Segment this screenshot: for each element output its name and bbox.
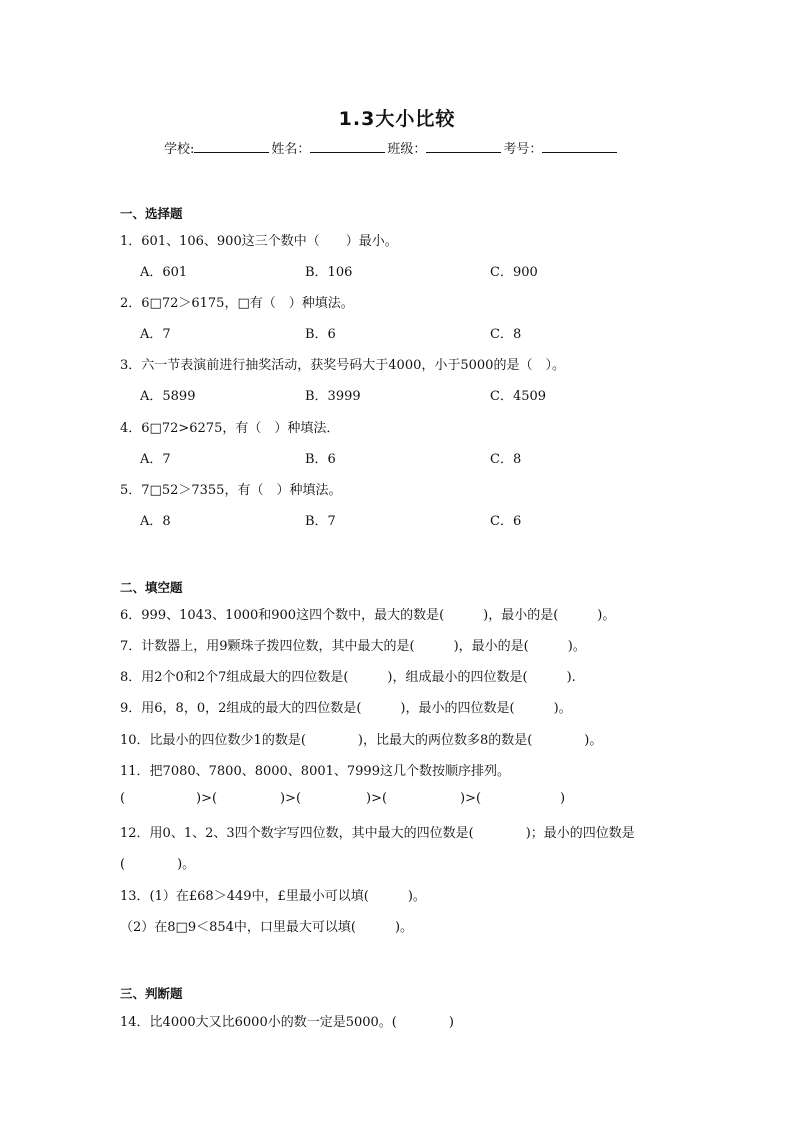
option-b: B．7 — [305, 514, 336, 529]
option-c: C．8 — [490, 327, 522, 342]
student-info-row — [164, 138, 619, 157]
option-b: B．3999 — [305, 389, 361, 404]
question-1: 1．601、106、900这三个数中（ ）最小。 — [120, 234, 398, 249]
section-heading-fill: 二、填空题 — [120, 580, 183, 595]
question-6: 6．999、1043、1000和900这四个数中，最大的数是( )，最小的是( )。 — [120, 608, 616, 623]
order-bracket: ) — [560, 791, 566, 806]
question-8: 8．用2个0和2个7组成最大的四位数是( )，组成最小的四位数是( ). — [120, 670, 576, 685]
order-bracket: )>( — [280, 791, 302, 806]
class-blank — [426, 138, 501, 153]
question-9: 9．用6，8，0，2组成的最大的四位数是( )，最小的四位数是( )。 — [120, 701, 572, 716]
option-c: C．4509 — [490, 389, 547, 404]
class-label: 班级： — [387, 142, 427, 157]
question-10: 10．比最小的四位数少1的数是( )，比最大的两位数多8的数是( )。 — [120, 733, 603, 748]
option-c: C．900 — [490, 265, 538, 280]
page-title: 1.3大小比较 — [338, 108, 456, 130]
exam-no-blank — [542, 138, 617, 153]
section-heading-judge: 三、判断题 — [120, 986, 183, 1001]
option-a: A．7 — [140, 452, 171, 467]
option-c: C．8 — [490, 452, 522, 467]
option-a: A．7 — [140, 327, 171, 342]
question-12: 12．用0、1、2、3四个数字写四位数，其中最大的四位数是( )；最小的四位数是 — [120, 826, 635, 841]
exam-no-label: 考号： — [503, 142, 543, 157]
question-11: 11．把7080、7800、8000、8001、7999这几个数按顺序排列。 — [120, 764, 510, 779]
option-b: B．6 — [305, 452, 336, 467]
question-5-options — [140, 510, 700, 528]
question-4: 4．6□72>6275，有（ ）种填法． — [120, 421, 340, 436]
order-bracket: )>( — [366, 791, 388, 806]
question-13-part-1: 13．(1）在£68＞449中，£里最小可以填( )。 — [120, 889, 426, 904]
question-2-options — [140, 323, 700, 341]
option-a: A．601 — [140, 265, 188, 280]
option-a: A．5899 — [140, 389, 196, 404]
question-4-options — [140, 448, 700, 466]
order-bracket: ( — [120, 791, 126, 806]
option-a: A．8 — [140, 514, 171, 529]
name-label: 姓名： — [271, 142, 311, 157]
option-c: C．6 — [490, 514, 522, 529]
name-blank — [310, 138, 385, 153]
option-b: B．6 — [305, 327, 336, 342]
question-7: 7．计数器上，用9颗珠子拨四位数，其中最大的是( )，最小的是( )。 — [120, 639, 586, 654]
question-1-options — [140, 261, 700, 279]
school-blank — [194, 138, 269, 153]
question-5: 5．7□52＞7355，有（ ）种填法。 — [120, 483, 342, 498]
order-bracket: )>( — [196, 791, 218, 806]
question-14: 14．比4000大又比6000小的数一定是5000。( ) — [120, 1015, 454, 1030]
school-label: 学校: — [164, 142, 195, 157]
question-12-continued: ( )。 — [120, 857, 196, 872]
question-3-options — [140, 385, 700, 403]
question-3: 3．六一节表演前进行抽奖活动，获奖号码大于4000，小于5000的是（ ）。 — [120, 358, 565, 373]
question-11-order-blanks — [120, 791, 580, 809]
order-bracket: )>( — [460, 791, 482, 806]
question-13-part-2: （2）在8□9＜854中，口里最大可以填( )。 — [120, 920, 414, 935]
question-2: 2．6□72＞6175，□有（ ）种填法。 — [120, 296, 354, 311]
section-heading-choice: 一、选择题 — [120, 206, 183, 221]
option-b: B．106 — [305, 265, 353, 280]
